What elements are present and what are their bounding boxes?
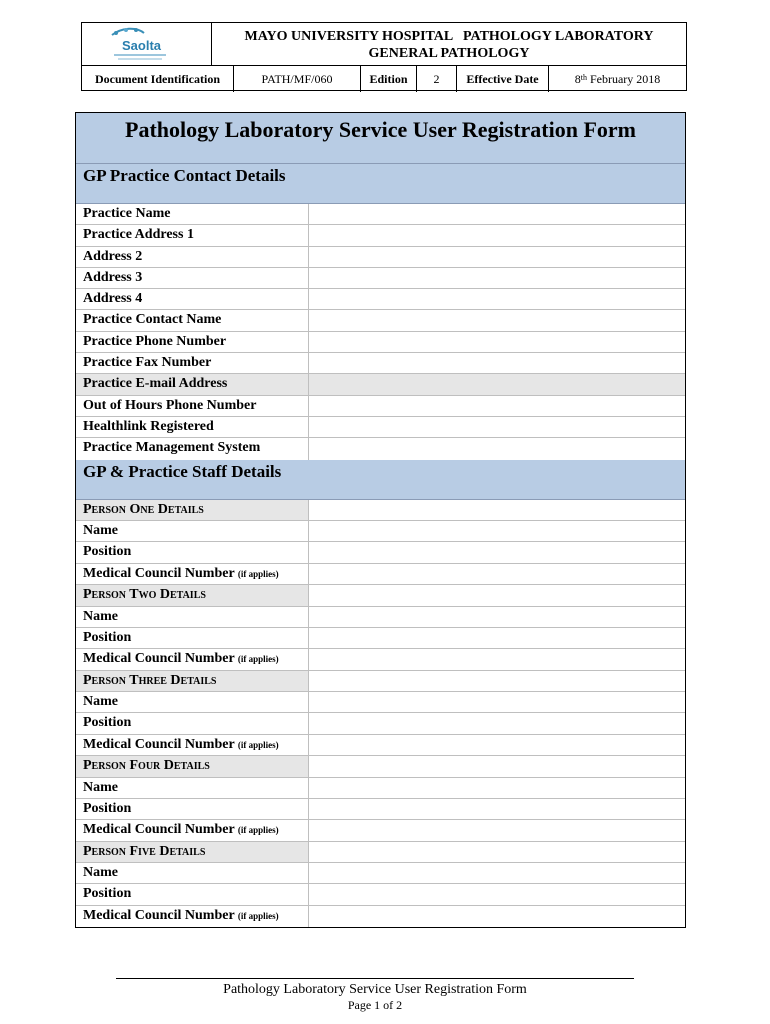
person-heading-row	[76, 671, 685, 693]
person-heading: Person Two Details	[76, 585, 309, 606]
document-header	[81, 22, 687, 91]
field-row	[76, 884, 685, 905]
effective-date-day: 8	[574, 71, 581, 86]
hospital-line: MAYO UNIVERSITY HOSPITAL PATHOLOGY LABORATORY	[244, 29, 654, 44]
field-label: Practice Management System	[76, 438, 309, 459]
logo-cell	[82, 23, 212, 65]
person-1-position-input[interactable]	[309, 542, 685, 562]
footer-title: Pathology Laboratory Service User Registration Form	[223, 982, 527, 997]
staff-fields	[76, 500, 685, 927]
field-row	[76, 332, 685, 353]
person-1-council-input[interactable]	[309, 564, 685, 584]
person-2-council-input[interactable]	[309, 649, 685, 669]
out-of-hours-phone-input[interactable]	[309, 396, 685, 416]
field-label: Name	[76, 607, 309, 627]
person-heading: Person Five Details	[76, 842, 309, 863]
effective-date-label: Effective Date	[457, 66, 549, 92]
department-line: GENERAL PATHOLOGY	[368, 46, 530, 61]
person-5-council-input[interactable]	[309, 906, 685, 927]
field-label: Name	[76, 692, 309, 712]
field-row	[76, 607, 685, 628]
field-label: Practice Phone Number	[76, 332, 309, 352]
field-label: Address 3	[76, 268, 309, 288]
field-row	[76, 225, 685, 246]
field-label: Practice Name	[76, 204, 309, 224]
field-label: Position	[76, 713, 309, 733]
section-gp-practice-contact: GP Practice Contact Details	[76, 164, 685, 204]
person-heading: Person One Details	[76, 500, 309, 521]
field-label: Practice Fax Number	[76, 353, 309, 373]
field-row	[76, 713, 685, 734]
field-label: Position	[76, 542, 309, 562]
field-row	[76, 820, 685, 841]
effective-date-value	[549, 66, 686, 92]
council-label: Medical Council Number	[83, 822, 235, 838]
field-label	[76, 906, 309, 927]
person-4-name-input[interactable]	[309, 778, 685, 798]
practice-contact-name-input[interactable]	[309, 310, 685, 330]
address-2-input[interactable]	[309, 247, 685, 267]
field-row	[76, 396, 685, 417]
field-label	[76, 820, 309, 840]
person-heading-row	[76, 500, 685, 522]
council-note: (if applies)	[237, 910, 279, 921]
effective-date-suffix: th	[580, 72, 587, 82]
practice-contact-fields	[76, 204, 685, 460]
field-label: Practice Contact Name	[76, 310, 309, 330]
field-row	[76, 353, 685, 374]
field-row	[76, 649, 685, 670]
field-row	[76, 204, 685, 225]
field-label: Name	[76, 863, 309, 883]
effective-date-rest: February 2018	[586, 71, 661, 86]
field-label: Practice E-mail Address	[76, 374, 309, 394]
field-label	[76, 564, 309, 584]
address-4-input[interactable]	[309, 289, 685, 309]
header-title	[212, 23, 686, 65]
field-row	[76, 799, 685, 820]
field-row	[76, 289, 685, 310]
practice-name-input[interactable]	[309, 204, 685, 224]
field-row	[76, 542, 685, 563]
healthlink-registered-input[interactable]	[309, 417, 685, 437]
doc-id-value: PATH/MF/060	[234, 66, 361, 92]
section-gp-practice-staff: GP & Practice Staff Details	[76, 460, 685, 500]
field-label: Position	[76, 884, 309, 904]
practice-email-input[interactable]	[309, 374, 685, 394]
edition-label: Edition	[361, 66, 417, 92]
registration-form	[75, 112, 686, 928]
council-note: (if applies)	[237, 654, 279, 665]
council-label: Medical Council Number	[83, 736, 235, 752]
person-2-position-input[interactable]	[309, 628, 685, 648]
field-row	[76, 268, 685, 289]
person-heading: Person Three Details	[76, 671, 309, 692]
field-label: Healthlink Registered	[76, 417, 309, 437]
person-heading-row	[76, 842, 685, 864]
field-label: Practice Address 1	[76, 225, 309, 245]
person-5-name-input[interactable]	[309, 863, 685, 883]
council-label: Medical Council Number	[83, 651, 235, 667]
logo-text: Saolta	[122, 38, 162, 53]
field-row	[76, 310, 685, 331]
field-label: Name	[76, 521, 309, 541]
edition-value: 2	[417, 66, 457, 92]
person-heading-row	[76, 585, 685, 607]
field-label: Name	[76, 778, 309, 798]
practice-phone-input[interactable]	[309, 332, 685, 352]
field-row	[76, 863, 685, 884]
page-number: Page 1 of 2	[347, 998, 403, 1012]
doc-id-label: Document Identification	[82, 66, 234, 92]
field-label: Address 4	[76, 289, 309, 309]
person-5-position-input[interactable]	[309, 884, 685, 904]
person-3-name-input[interactable]	[309, 692, 685, 712]
person-4-position-input[interactable]	[309, 799, 685, 819]
person-3-council-input[interactable]	[309, 735, 685, 755]
field-label: Out of Hours Phone Number	[76, 396, 309, 416]
field-label: Position	[76, 628, 309, 648]
field-label: Address 2	[76, 247, 309, 267]
field-row	[76, 374, 685, 395]
field-row	[76, 628, 685, 649]
field-row	[76, 564, 685, 585]
field-row	[76, 247, 685, 268]
address-3-input[interactable]	[309, 268, 685, 288]
field-row	[76, 735, 685, 756]
council-label: Medical Council Number	[83, 565, 235, 581]
field-row	[76, 778, 685, 799]
council-label: Medical Council Number	[83, 907, 235, 923]
form-title: Pathology Laboratory Service User Registration Form	[76, 113, 685, 164]
person-heading-row	[76, 756, 685, 778]
council-note: (if applies)	[237, 739, 279, 750]
field-label	[76, 649, 309, 669]
person-heading: Person Four Details	[76, 756, 309, 777]
practice-address-1-input[interactable]	[309, 225, 685, 245]
field-row	[76, 438, 685, 459]
person-4-council-input[interactable]	[309, 820, 685, 840]
header-info-row	[82, 65, 686, 92]
practice-fax-input[interactable]	[309, 353, 685, 373]
field-row	[76, 692, 685, 713]
footer-divider	[116, 978, 634, 979]
field-row	[76, 521, 685, 542]
practice-management-system-input[interactable]	[309, 438, 685, 459]
field-row	[76, 417, 685, 438]
council-note: (if applies)	[237, 568, 279, 579]
field-row	[76, 906, 685, 927]
field-label	[76, 735, 309, 755]
field-label: Position	[76, 799, 309, 819]
person-3-position-input[interactable]	[309, 713, 685, 733]
person-1-name-input[interactable]	[309, 521, 685, 541]
saolta-logo-icon	[82, 23, 212, 65]
person-2-name-input[interactable]	[309, 607, 685, 627]
council-note: (if applies)	[237, 825, 279, 836]
